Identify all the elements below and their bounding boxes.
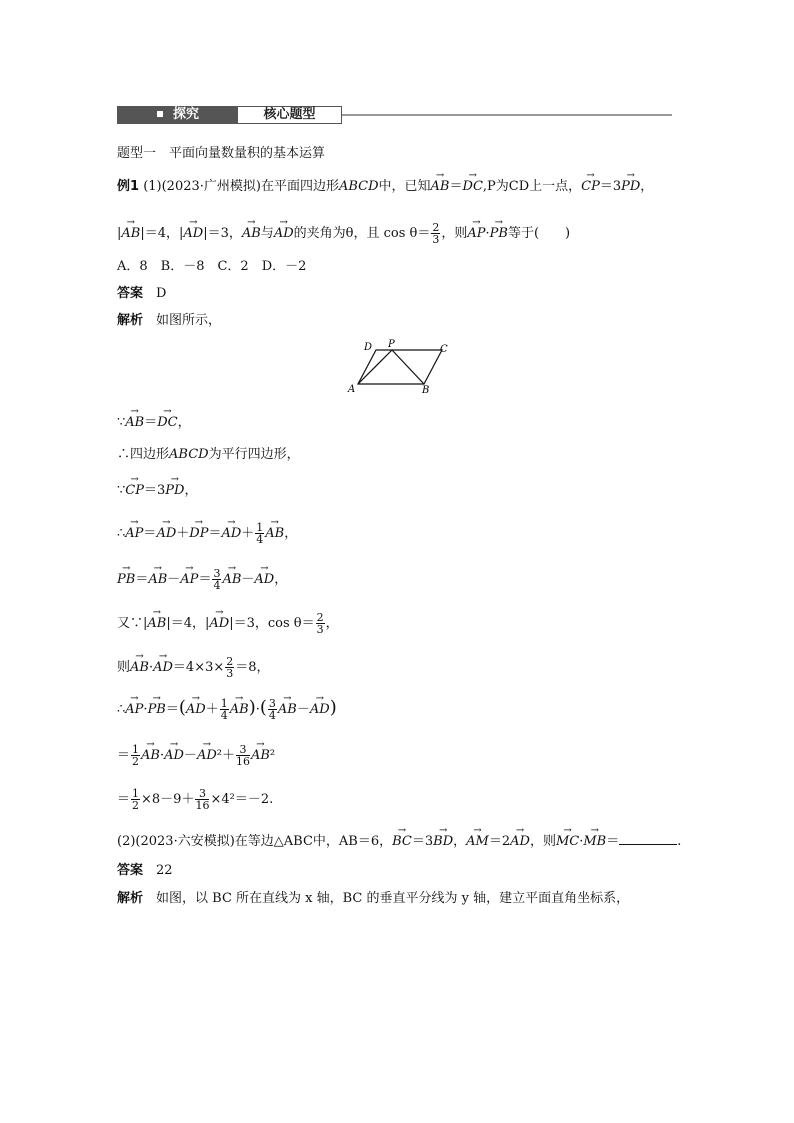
vector-cp: → CP <box>581 178 600 196</box>
vector-ap: → AP <box>180 571 198 589</box>
text: ∵ <box>117 415 126 430</box>
text: ＝2 <box>488 834 511 849</box>
text: |＝3， <box>203 226 242 241</box>
text: ×4²＝－2. <box>210 792 274 807</box>
vector-pb: → PB <box>117 571 135 589</box>
vector-ad: → AD <box>153 659 173 677</box>
step9: ＝ $\frac{1}{2}$ → AB·→ AD－→ AD²＋ $\frac{3}{16}$ → AB² <box>117 744 275 767</box>
text: |＝4，| <box>166 616 210 631</box>
vector-ab: → AB <box>147 615 166 633</box>
label-a: A <box>348 384 356 395</box>
example2-line: (2)(2023·六安模拟)在等边△ABC中，AB＝6，→ BC＝3→ BD，→ AM＝2→ AD，则→ MC·→ MB＝ . <box>117 832 681 851</box>
text: ＝8， <box>235 660 270 675</box>
text: 的夹角为θ，且 cos θ＝ <box>293 226 431 241</box>
vector-ab: → AB <box>130 659 149 677</box>
vector-ad: → AD <box>254 571 274 589</box>
text: ， <box>640 179 654 194</box>
text: ＝ <box>606 834 620 849</box>
vector-ab: → AB <box>125 414 144 432</box>
step2 <box>117 446 300 464</box>
vector-cp: → CP <box>125 482 144 500</box>
section-heading: 题型一 平面向量数量积的基本运算 <box>117 146 326 161</box>
example1-line1: 例1 (1)(2023·广州模拟)在平面四边形ABCD中，已知→ AB＝→ DC,P为CD上一点，→ CP＝3→ PD， <box>117 178 653 196</box>
answer-blank <box>619 832 677 845</box>
banner-section <box>117 106 237 124</box>
vector-ad: → AD <box>156 525 176 543</box>
analysis-line <box>117 312 221 330</box>
vector-ab: → AB <box>265 525 284 543</box>
vector-ab: → AB <box>222 571 241 589</box>
step8: ∴→ AP·→ PB＝(→ AD＋ $\frac{1}{4}$ → AB)·( $\frac{3}{4}$ → AB－→ AD) <box>117 698 337 721</box>
fraction: $\frac{3}{16}$ <box>235 743 250 768</box>
parallelogram-figure <box>340 338 460 398</box>
analysis-text: 如图，以 BC 所在直线为 x 轴，BC 的垂直平分线为 y 轴，建立平面直角坐标系， <box>156 891 630 906</box>
text: |＝4，| <box>140 226 184 241</box>
fraction: $\frac{1}{2}$ <box>132 743 140 768</box>
vector-dc: → DC <box>463 178 483 196</box>
banner-title: 核心题型 <box>237 106 342 124</box>
vector-ad: → AD <box>164 747 184 765</box>
text: (1)(2023·广州模拟)在平面四边形 <box>143 179 339 194</box>
vector-ad: → AD <box>510 833 530 851</box>
vector-dc: → DC <box>157 414 177 432</box>
banner-rule <box>342 114 672 116</box>
text: ∵ <box>117 483 126 498</box>
vector-ad: → AD <box>310 701 330 719</box>
text: ×8－9＋ <box>141 792 195 807</box>
analysis2-line <box>117 890 629 908</box>
bullet-icon <box>157 111 163 117</box>
vector-dp: → DP <box>189 525 208 543</box>
answer2-line <box>117 862 173 880</box>
choices: A．8 B．－8 C．2 D．－2 <box>117 259 307 274</box>
text: ，则 <box>441 226 468 241</box>
vector-ab: → AB <box>431 178 450 196</box>
fraction: $\frac{2}{3}$ <box>316 611 324 636</box>
step7: 则→ AB·→ AD＝4×3× $\frac{2}{3}$ ＝8， <box>117 656 270 679</box>
analysis-label: 解析 <box>117 891 144 906</box>
step1: ∵→ AB＝→ DC， <box>117 414 191 432</box>
text: ∴四边形 <box>117 447 170 462</box>
vector-ab: → AB <box>251 747 270 765</box>
text: 为平行四边形， <box>208 447 300 462</box>
text: ABCD <box>338 179 379 194</box>
example-label: 例1 <box>117 179 140 194</box>
step4: ∴→ AP＝→ AD＋→ DP＝→ AD＋ $\frac{1}{4}$ → AB， <box>117 522 297 545</box>
vector-pb: → PB <box>490 225 508 243</box>
vector-pd: → PD <box>621 178 640 196</box>
text: 又∵| <box>117 616 148 631</box>
vector-ad: → AD <box>186 701 206 719</box>
vector-ab: → AB <box>278 701 297 719</box>
text: ，则 <box>529 834 556 849</box>
answer-label: 答案 <box>117 286 144 301</box>
text: 等于( ) <box>507 226 571 241</box>
step6: 又∵|→ AB|＝4，|→ AD|＝3，cos θ＝ $\frac{2}{3}$ ， <box>117 612 339 635</box>
analysis-text: 如图所示， <box>156 313 222 328</box>
vector-ad: → AD <box>197 747 217 765</box>
fraction: $\frac{2}{3}$ <box>432 221 440 246</box>
vector-pd: → PD <box>165 482 184 500</box>
answer-label: 答案 <box>117 863 144 878</box>
text: 中，已知 <box>378 179 431 194</box>
vector-ab: → AB <box>141 747 160 765</box>
answer-value: D <box>156 286 167 301</box>
vector-ad: → AD <box>183 225 203 243</box>
label-b: B <box>422 385 430 396</box>
text: ,P为CD上一点， <box>482 179 582 194</box>
text: 则 <box>117 660 131 675</box>
vector-bc: → BC <box>392 833 412 851</box>
answer-line <box>117 285 166 303</box>
vector-ab: → AB <box>121 225 140 243</box>
fraction: $\frac{1}{4}$ <box>220 697 228 722</box>
vector-mc: → MC <box>556 833 579 851</box>
text: ＝4×3× <box>172 660 225 675</box>
step5: → PB＝→ AB－→ AP＝ $\frac{3}{4}$ → AB－→ AD， <box>117 568 287 591</box>
vector-ad: → AD <box>274 225 294 243</box>
text: |＝3，cos θ＝ <box>229 616 315 631</box>
text: ＝3 <box>411 834 434 849</box>
label-d: D <box>364 342 373 353</box>
fraction: $\frac{3}{4}$ <box>213 567 221 592</box>
fraction: $\frac{1}{2}$ <box>132 787 140 812</box>
vector-ad: → AD <box>209 615 229 633</box>
fraction: $\frac{3}{4}$ <box>268 697 276 722</box>
fraction: $\frac{3}{16}$ <box>195 787 210 812</box>
vector-ad: → AD <box>221 525 241 543</box>
vector-ab: → AB <box>230 701 249 719</box>
text: (2)(2023·六安模拟)在等边△ABC中，AB＝6， <box>117 834 393 849</box>
text: ABCD <box>169 447 209 462</box>
step3: ∵→ CP＝3→ PD， <box>117 482 197 500</box>
example1-line2: |→ AB|＝4，|→ AD|＝3，→ AB与→ AD的夹角为θ，且 cos θ＝ $\frac{2}{3}$ ，则→ AP·→ PB等于( ) <box>117 222 570 245</box>
text: ∴ <box>117 526 126 541</box>
vector-ap: → AP <box>125 525 143 543</box>
banner-section-label: 探究 <box>173 107 200 122</box>
vector-bd: → BD <box>433 833 453 851</box>
vector-ab: → AB <box>148 571 167 589</box>
text: ， <box>453 834 467 849</box>
vector-am: → AM <box>466 833 489 851</box>
vector-ap: → AP <box>467 225 485 243</box>
vector-pb: → PB <box>148 701 166 719</box>
fraction: $\frac{2}{3}$ <box>226 655 234 680</box>
fraction: $\frac{1}{4}$ <box>256 521 264 546</box>
text: ＝3 <box>599 179 622 194</box>
label-p: P <box>388 339 395 350</box>
step10: ＝ $\frac{1}{2}$ ×8－9＋ $\frac{3}{16}$ ×4²＝－2. <box>117 787 274 812</box>
vector-ap: → AP <box>125 701 143 719</box>
text: 与 <box>260 226 274 241</box>
section-banner <box>117 106 672 124</box>
answer-value: 22 <box>156 863 173 878</box>
vector-ab: → AB <box>242 225 261 243</box>
label-c: C <box>440 344 448 355</box>
vector-mb: → MB <box>583 833 606 851</box>
analysis-label: 解析 <box>117 313 144 328</box>
